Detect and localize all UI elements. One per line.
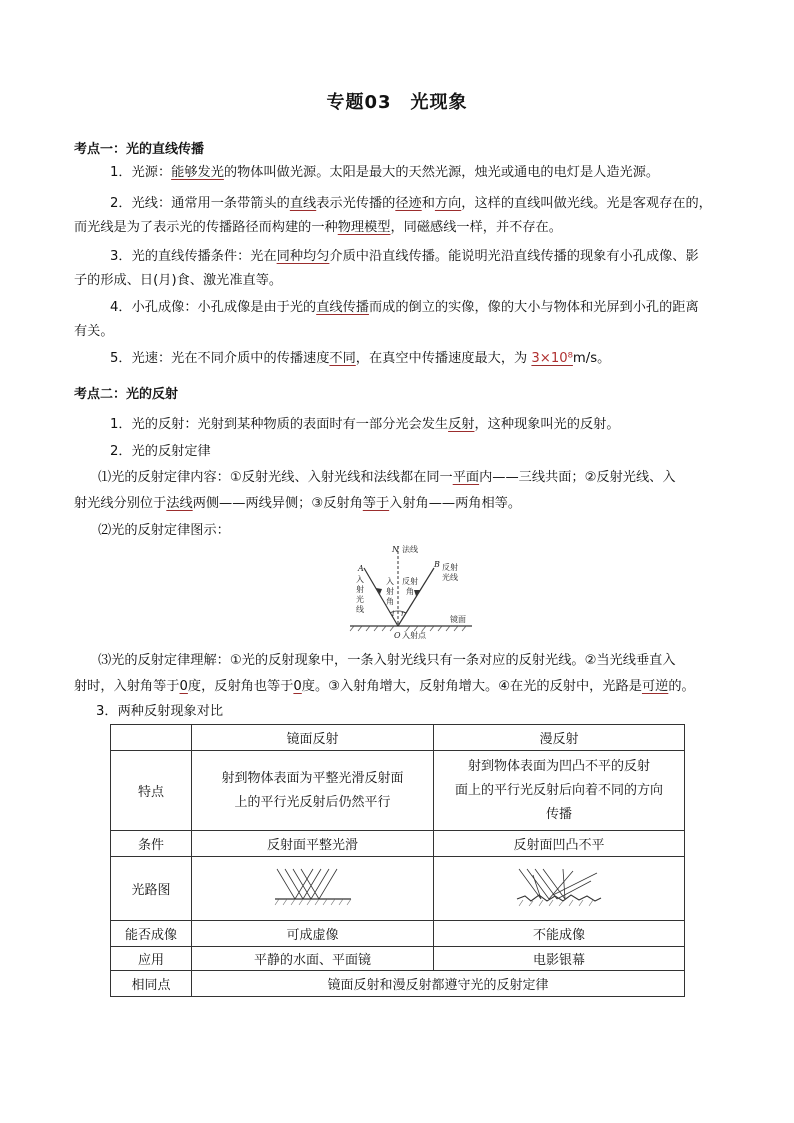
para-reflection xyxy=(110,413,620,437)
row-label-feature: 特点 xyxy=(111,751,192,831)
text: 3．光的直线传播条件：光在 xyxy=(110,249,277,264)
row-label-condition: 条件 xyxy=(111,831,192,857)
text: m/s。 xyxy=(572,351,611,366)
header-cell-specular: 镜面反射 xyxy=(192,725,434,751)
text: ，在真空中传播速度最大，为 xyxy=(355,351,532,366)
table-row-header xyxy=(111,725,685,751)
text: 表示光传播的 xyxy=(316,196,396,211)
text: ⑴光的反射定律内容：①反射光线、入射光线和法线都在同一 xyxy=(98,470,453,485)
para-light-speed xyxy=(110,347,610,371)
label-a: A xyxy=(358,564,364,573)
label-b: B xyxy=(434,560,440,569)
label-mirror: 镜面 xyxy=(450,615,466,624)
label-incident-2: 射 xyxy=(356,585,364,594)
label-n: N xyxy=(392,545,399,554)
text: 度。③入射角增大，反射角增大。④在光的反射中，光路是 xyxy=(301,679,642,694)
text: 内——三线共面；②反射光线、入 xyxy=(479,470,676,485)
para-law-diagram-title: ⑵光的反射定律图示： xyxy=(98,523,230,538)
cell-line: 传播 xyxy=(545,806,572,822)
text: 和 xyxy=(421,196,435,211)
text: ，这样的直线叫做光线。光是客观存在的， xyxy=(461,196,712,211)
table-row-condition xyxy=(111,831,685,857)
cell-image-specular: 可成虚像 xyxy=(192,921,434,947)
text: 5．光速：光在不同介质中的传播速度 xyxy=(110,351,330,366)
para-law-understanding-cont xyxy=(74,675,695,699)
cell-common: 镜面反射和漫反射都遵守光的反射定律 xyxy=(192,971,685,997)
text: 1．光的反射：光射到某种物质的表面时有一部分光会发生 xyxy=(110,417,449,432)
text: 的物体叫做光源。太阳是最大的天然光源，烛光或通电的电灯是人造光源。 xyxy=(223,165,660,180)
para-pinhole-cont: 有关。 xyxy=(74,324,114,339)
table-row-diagram xyxy=(111,857,685,921)
label-point: 入射点 xyxy=(402,631,426,640)
para-comparison-title: 3．两种反射现象对比 xyxy=(96,704,224,719)
section-heading-1: 考点一：光的直线传播 xyxy=(74,142,205,157)
answer-blank: 直线 xyxy=(289,196,317,211)
header-cell-diffuse: 漫反射 xyxy=(434,725,685,751)
label-o: O xyxy=(394,631,401,640)
cell-line: 上的平行光反射后仍然平行 xyxy=(234,794,391,810)
text: 度，反射角也等于 xyxy=(187,679,294,694)
row-label-image: 能否成像 xyxy=(111,921,192,947)
answer-blank: 同种均匀 xyxy=(276,249,330,264)
answer-blank: 可逆 xyxy=(641,679,669,694)
label-inc-angle-2: 射 xyxy=(386,587,394,596)
para-propagation-cont: 子的形成、日(月)食、激光准直等。 xyxy=(74,273,283,288)
label-reflected-1: 反射 xyxy=(442,563,458,572)
answer-blank: 直线传播 xyxy=(316,300,369,315)
cell-line: 面上的平行光反射后向着不同的方向 xyxy=(454,782,663,798)
header-cell-empty xyxy=(111,725,192,751)
label-i: i xyxy=(392,610,395,618)
text: 两侧——两线异侧；③反射角 xyxy=(192,496,363,511)
cell-application-diffuse: 电影银幕 xyxy=(434,947,685,971)
page-title: 专题03 光现象 xyxy=(326,92,468,113)
label-reflected-2: 光线 xyxy=(442,573,458,582)
label-normal: 法线 xyxy=(402,545,418,554)
text: 射时，入射角等于 xyxy=(74,679,180,694)
text: ，同磁感线一样，并不存在。 xyxy=(390,220,562,235)
text: 1．光源： xyxy=(110,165,172,180)
cell-line: 射到物体表面为凹凸不平的反射 xyxy=(467,758,650,774)
section-heading-2: 考点二：光的反射 xyxy=(74,387,179,402)
answer-blank: 法线 xyxy=(166,496,193,511)
answer-blank: 能够发光 xyxy=(171,165,224,180)
answer-blank: 径迹 xyxy=(395,196,422,211)
para-law-title: 2．光的反射定律 xyxy=(110,444,211,459)
answer-blank: 不同 xyxy=(329,351,356,366)
label-inc-angle-3: 角 xyxy=(386,597,394,606)
para-law-content xyxy=(98,466,676,490)
label-ref-angle-1: 反射 xyxy=(402,577,418,586)
text: 而光线是为了表示光的传播路径而构建的一种 xyxy=(74,220,338,235)
label-r: r xyxy=(401,610,405,618)
text: 入射角——两角相等。 xyxy=(389,496,522,511)
answer-blank: 0 xyxy=(293,679,302,694)
diffuse-reflection-diagram xyxy=(513,865,605,909)
specular-reflection-diagram xyxy=(273,865,353,909)
text: 射光线分别位于 xyxy=(74,496,167,511)
table-row-feature xyxy=(111,751,685,831)
cell-condition-specular: 反射面平整光滑 xyxy=(192,831,434,857)
label-inc-angle-1: 入 xyxy=(386,577,394,586)
para-propagation xyxy=(110,245,699,269)
answer-blank: 反射 xyxy=(448,417,475,432)
cell-image-diffuse: 不能成像 xyxy=(434,921,685,947)
text: 的。 xyxy=(668,679,695,694)
para-light-ray-cont xyxy=(74,216,562,240)
text: 2．光线：通常用一条带箭头的 xyxy=(110,196,290,211)
text: 介质中沿直线传播。能说明光沿直线传播的现象有小孔成像、影 xyxy=(329,249,699,264)
answer-blank: 方向 xyxy=(434,196,462,211)
para-law-understanding: ⑶光的反射定律理解：①光的反射现象中，一条入射光线只有一条对应的反射光线。②当光线垂直入 xyxy=(98,653,676,668)
comparison-table xyxy=(110,724,685,997)
answer-blank: 3×10⁸ xyxy=(531,351,573,366)
label-incident-3: 光 xyxy=(356,595,364,604)
text: 4．小孔成像：小孔成像是由于光的 xyxy=(110,300,317,315)
para-light-source xyxy=(110,161,659,185)
cell-feature-specular xyxy=(192,751,434,831)
label-ref-angle-2: 角 xyxy=(406,587,414,596)
table-row-application xyxy=(111,947,685,971)
row-label-common: 相同点 xyxy=(111,971,192,997)
answer-blank: 0 xyxy=(179,679,188,694)
text: ，这种现象叫光的反射。 xyxy=(474,417,620,432)
cell-application-specular: 平静的水面、平面镜 xyxy=(192,947,434,971)
answer-blank: 平面 xyxy=(452,470,480,485)
label-incident-4: 线 xyxy=(356,605,364,614)
cell-diagram-diffuse xyxy=(434,857,685,921)
cell-line: 射到物体表面为平整光滑反射面 xyxy=(221,770,404,786)
cell-feature-diffuse xyxy=(434,751,685,831)
cell-condition-diffuse: 反射面凹凸不平 xyxy=(434,831,685,857)
para-light-ray xyxy=(110,192,712,216)
table-row-common xyxy=(111,971,685,997)
answer-blank: 物理模型 xyxy=(337,220,391,235)
label-incident-1: 入 xyxy=(356,575,364,584)
row-label-diagram: 光路图 xyxy=(111,857,192,921)
answer-blank: 等于 xyxy=(362,496,390,511)
cell-diagram-specular xyxy=(192,857,434,921)
row-label-application: 应用 xyxy=(111,947,192,971)
reflection-law-diagram xyxy=(346,542,476,642)
text: 而成的倒立的实像，像的大小与物体和光屏到小孔的距离 xyxy=(368,300,699,315)
para-law-content-cont xyxy=(74,492,521,516)
table-row-image xyxy=(111,921,685,947)
para-pinhole xyxy=(110,296,699,320)
